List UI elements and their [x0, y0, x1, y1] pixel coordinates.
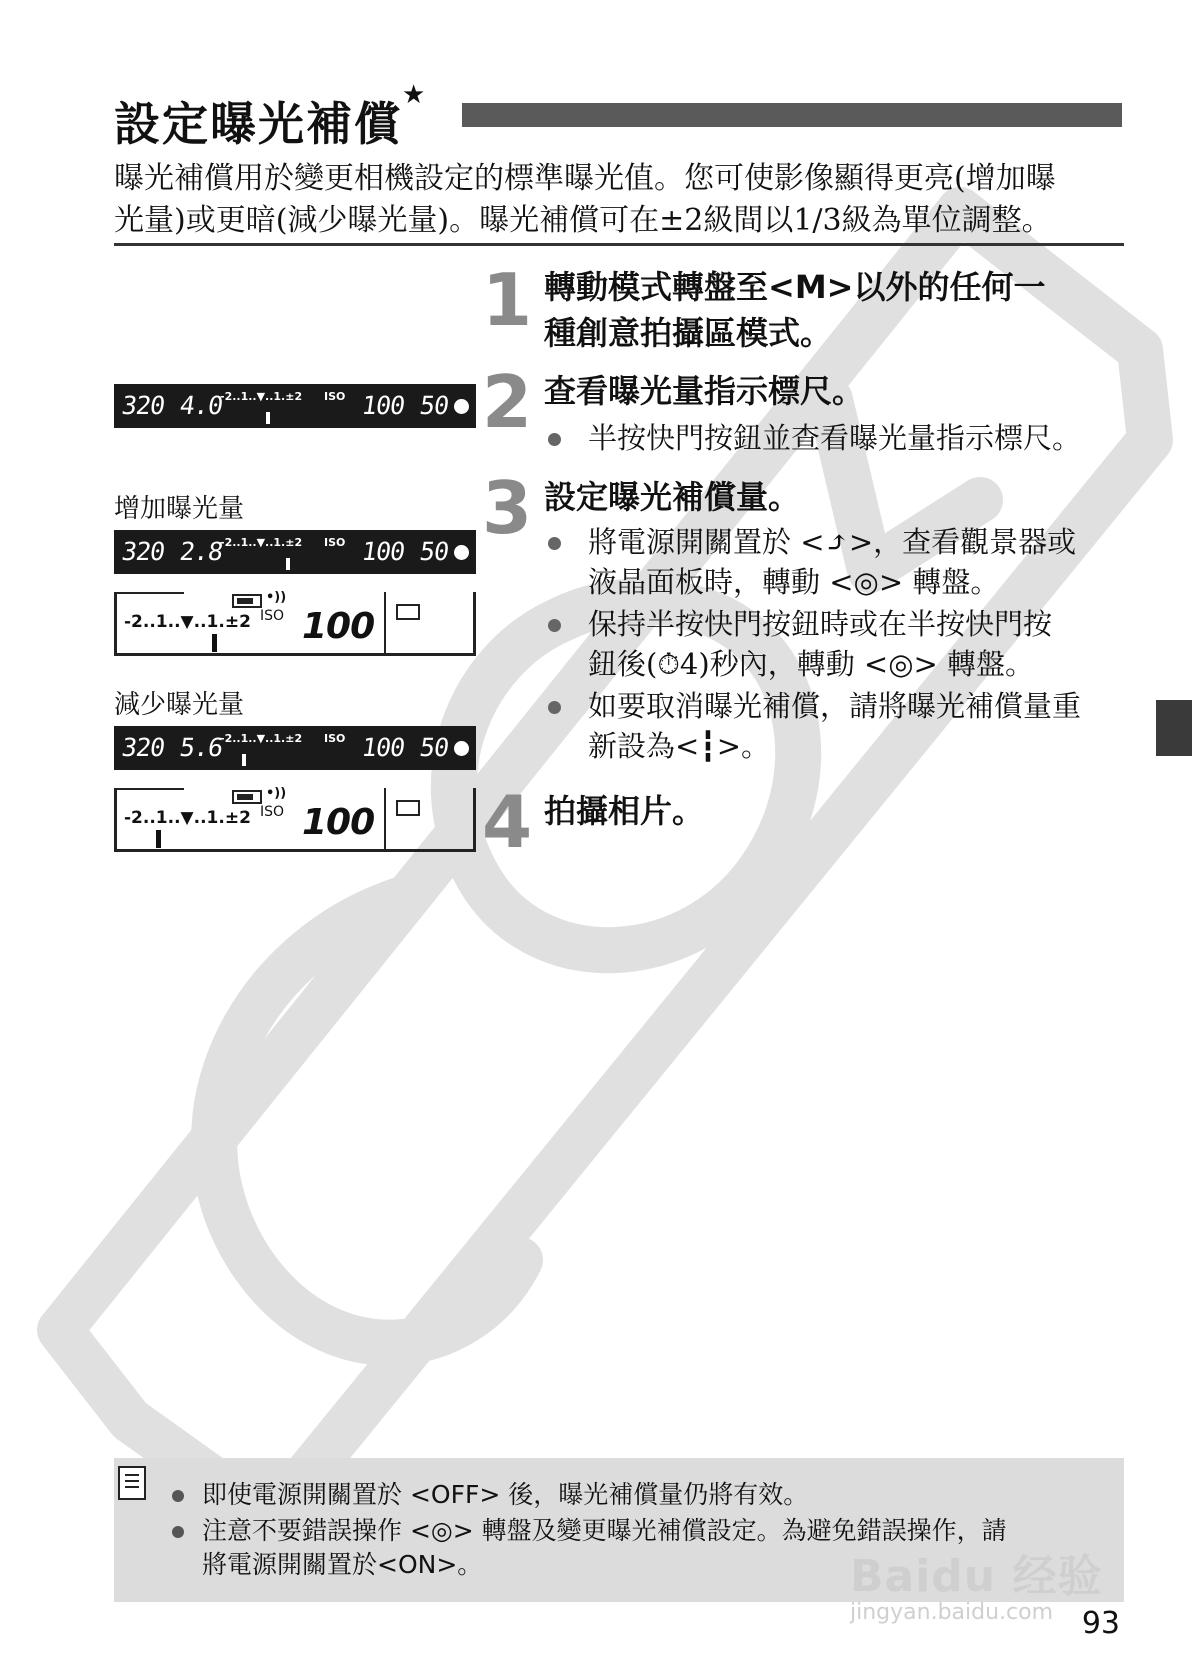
viewfinder-display-decrease	[114, 726, 476, 770]
intro-paragraph	[114, 158, 1124, 242]
lcd-divider	[384, 788, 386, 852]
vf-iso-value: 100	[359, 391, 407, 420]
vf-shutter-speed: 320	[119, 537, 167, 566]
viewfinder-display-increase	[114, 530, 476, 574]
page-title-text: 設定曝光補償	[114, 97, 402, 151]
step-2-title: 查看曝光量指示標尺。	[544, 372, 865, 410]
step-4-title: 拍攝相片。	[544, 792, 705, 830]
intro-line-1: 曝光補償用於變更相機設定的標準曝光值。您可使影像顯得更亮(增加曝	[114, 161, 1056, 196]
step-1-title-line-2: 種創意拍攝區模式。	[544, 314, 833, 352]
step-3-bullet-3	[548, 686, 1128, 766]
bullet-icon	[548, 619, 561, 632]
chapter-tab	[1156, 700, 1192, 756]
note-item-2-line-1: 注意不要錯誤操作 <◎> 轉盤及變更曝光補償設定。為避免錯誤操作，請	[202, 1516, 1007, 1545]
step-3-bullet-1-line-2: 液晶面板時，轉動 <◎> 轉盤。	[588, 565, 1000, 599]
page-number: 93	[1081, 1606, 1120, 1641]
lcd-exposure-marker	[212, 634, 217, 652]
vf-aperture: 5.6	[177, 733, 225, 762]
vf-exposure-scale: -2..1..▼..1.±2	[220, 732, 303, 745]
step-3-bullet-2	[548, 604, 1128, 684]
power-switch-icon: ⤴	[824, 525, 849, 559]
vf-iso-value: 100	[359, 733, 407, 762]
bullet-icon	[548, 433, 561, 446]
note-item-1-text: 即使電源開關置於 <OFF> 後，曝光補償量仍將有效。	[202, 1480, 809, 1509]
vf-exposure-marker	[286, 558, 290, 570]
viewfinder-display-normal	[114, 384, 476, 428]
vf-iso-label: ISO	[324, 732, 346, 745]
lcd-divider	[384, 592, 386, 656]
vf-iso-label: ISO	[324, 536, 346, 549]
step-number-1: 1	[482, 258, 533, 342]
lcd-top-edge	[114, 592, 184, 594]
beep-icon: •))	[266, 786, 287, 801]
step-number-3: 3	[482, 466, 533, 550]
baidu-watermark-url: jingyan.baidu.com	[850, 1600, 1054, 1625]
bullet-icon	[548, 537, 561, 550]
step-3-bullet-3-line-2: 新設為<┇>。	[588, 729, 771, 763]
vf-shots-remaining: 50	[417, 733, 451, 762]
section-divider	[114, 243, 1124, 246]
bullet-icon	[172, 1526, 184, 1538]
step-number-4: 4	[482, 780, 533, 864]
lcd-panel-decrease	[114, 788, 476, 852]
focus-confirm-icon	[454, 545, 469, 560]
step-3-bullet-2-line-1: 保持半按快門按鈕時或在半按快門按	[588, 607, 1053, 641]
step-number-2: 2	[482, 360, 533, 444]
battery-icon	[232, 594, 262, 608]
lcd-iso-value: 100	[302, 606, 375, 647]
focus-confirm-icon	[454, 399, 469, 414]
step-3-bullet-1-line-1	[588, 522, 1076, 562]
intro-line-2: 光量)或更暗(減少曝光量)。曝光補償可在±2級間以1/3級為單位調整。	[114, 203, 1052, 238]
vf-shutter-speed: 320	[119, 733, 167, 762]
step-3-bullet-3-line-1: 如要取消曝光補償，請將曝光補償量重	[588, 689, 1082, 723]
vf-exposure-scale: -2..1..▼..1.±2	[220, 536, 303, 549]
baidu-watermark: Baidu 经验	[850, 1551, 1103, 1602]
lcd-iso-value: 100	[302, 802, 375, 843]
lcd-exposure-marker	[156, 830, 161, 848]
lcd-iso-label: ISO	[260, 608, 285, 624]
image-quality-icon	[396, 604, 420, 620]
vf-shots-remaining: 50	[417, 391, 451, 420]
note-icon	[118, 1466, 146, 1500]
increase-exposure-label: 增加曝光量	[114, 494, 245, 524]
step-3-title: 設定曝光補償量。	[544, 478, 801, 516]
bullet-icon	[172, 1490, 184, 1502]
focus-confirm-icon	[454, 741, 469, 756]
lcd-exposure-scale: -2..1..▼..1.±2	[124, 612, 251, 632]
battery-icon	[232, 790, 262, 804]
vf-iso-label: ISO	[324, 390, 346, 403]
decrease-exposure-label: 減少曝光量	[114, 690, 245, 720]
step-2-bullet-text: 半按快門按鈕並查看曝光量指示標尺。	[588, 421, 1082, 455]
lcd-panel-increase	[114, 592, 476, 656]
vf-shutter-speed: 320	[119, 391, 167, 420]
bullet-text-part: >，查看觀景器或	[848, 525, 1077, 559]
title-bar	[462, 103, 1122, 127]
page-title	[114, 80, 428, 154]
lcd-iso-label: ISO	[260, 804, 285, 820]
bullet-icon	[548, 701, 561, 714]
lcd-top-edge	[114, 788, 184, 790]
note-item-2-line-2: 將電源開關置於<ON>。	[202, 1550, 483, 1579]
step-3-bullet-2-line-2: 鈕後(⏱4)秒內，轉動 <◎> 轉盤。	[588, 647, 1035, 681]
vf-iso-value: 100	[359, 537, 407, 566]
image-quality-icon	[396, 800, 420, 816]
lcd-exposure-scale: -2..1..▼..1.±2	[124, 808, 251, 828]
vf-exposure-marker	[242, 754, 246, 766]
step-1-title-line-1: 轉動模式轉盤至<M>以外的任何一	[544, 268, 1046, 306]
step-3-bullet-1	[548, 522, 1128, 602]
beep-icon: •))	[266, 590, 287, 605]
vf-aperture: 4.0	[177, 391, 225, 420]
advanced-mark: ★	[402, 80, 428, 110]
vf-exposure-marker	[266, 412, 270, 424]
bullet-text-part: 將電源開關置於 <	[588, 525, 825, 559]
vf-shots-remaining: 50	[417, 537, 451, 566]
vf-exposure-scale: -2..1..▼..1.±2	[220, 390, 303, 403]
step-1-title	[544, 264, 1045, 356]
vf-aperture: 2.8	[177, 537, 225, 566]
